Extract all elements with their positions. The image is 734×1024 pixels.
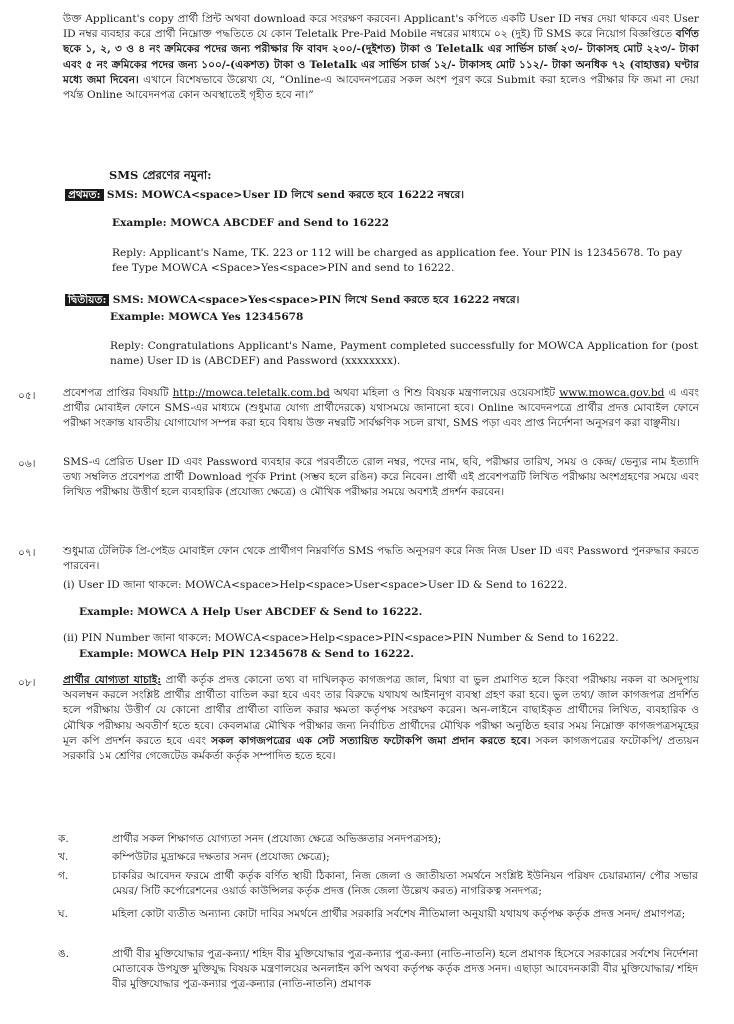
first-step-reply: Reply: Applicant's Name, TK. 223 or 112 will be charged as application fee. Your PIN is 12345678. To pay fee Type MOWCA <Space>Yes<space>PIN and send to 16222.	[112, 247, 683, 275]
fee-statement: বর্ণিত ছকে ১, ২, ৩ ও ৪ নং ক্রমিকের পদের জন্য পরীক্ষার ফি বাবদ ২০০/-(দুইশত) টাকা ও Teletalk এর সার্ভিস চার্জ ২৩/- টাকাসহ মোট ২২৩/- টাকা এবং ৫ নং ক্রমিকের পদের জন্য ১০০/-(একশত) টাকা ও Teletalk এর সার্ভিস চার্জ ১২/- টাকাসহ মোট ১১২/- টাকা অনধিক ৭২ (বাহাত্তর) ঘণ্টার মধ্যে জমা দিবেন।	[63, 28, 699, 86]
list-marker: ঘ.	[58, 908, 68, 920]
intro-note: এখানে বিশেষভাবে উল্লেখ্য যে, “Online-এ আবেদনপত্রের সকল অংশ পূরণ করে Submit করা হলেও পরীক্ষার ফি জমা না দেয়া পর্যন্ত Online আবেদনপত্র কোন অবস্থাতেই গৃহীত হবে না।”	[63, 73, 699, 102]
list-text: প্রার্থী বীর মুক্তিযোদ্ধার পুত্র-কন্যা/ শহিদ বীর মুক্তিযোদ্ধার পুত্র-কন্যার পুত্র-কন্যা (নাতি-নাতনি) হলে প্রমাণক হিসেবে সরকারের সর্বশেষ নির্দেশনা মোতাবেক উপযুক্ত মুক্তিযুদ্ধ বিষয়ক মন্ত্রণালয়ের অনলাইন কপি অথবা কর্তৃপক্ষ কর্তৃক প্রদত্ত সনদ। এছাড়া আবেদনকারী বীর মুক্তিযোদ্ধার/ শহিদ বীর মুক্তিযোদ্ধার পুত্র-কন্যার পুত্র-কন্যার (নাতি-নাতনি) প্রমাণক	[112, 948, 698, 991]
eligibility-heading: প্রার্থীর যোগ্যতা যাচাই:	[63, 674, 162, 686]
list-text: মহিলা কোটা ব্যতীত অন্যান্য কোটা দাবির সমর্থনে প্রার্থীর সরকারি সর্বশেষ নীতিমালা অনুযায়ী যথাযথ কর্তৃপক্ষ কর্তৃক প্রদত্ত সনদ/ প্রমাণপত্র;	[112, 908, 686, 920]
item-07-user-id-example: Example: MOWCA A Help User ABCDEF & Send to 16222.	[79, 606, 423, 618]
item-number-07: ০৭।	[18, 547, 36, 559]
list-marker: ক.	[58, 833, 69, 845]
sms-first-step	[65, 188, 699, 203]
item-number-06: ০৬।	[18, 458, 36, 470]
intro-text: উক্ত Applicant's copy প্রার্থী প্রিন্ট অথবা download করে সংরক্ষণ করবেন। Applicant's কপিতে একটি User ID নম্বর দেয়া থাকবে এবং User ID নম্বর ব্যবহার করে প্রার্থী নিম্নোক্ত পদ্ধতিতে যে কোন Teletalk Pre-Paid Mobile নম্বরের মাধ্যমে ০২ (দুই) টি SMS করে নিয়োগ বিজ্ঞপ্তিতে	[63, 13, 699, 41]
item-06-paragraph: SMS-এ প্রেরিত User ID এবং Password ব্যবহার করে পরবর্তীতে রোল নম্বর, পদের নাম, ছবি, পরীক্ষার তারিখ, সময় ও কেন্দ্র/ ভেন্যুর নাম ইত্যাদি তথ্য সম্বলিত প্রবেশপত্র প্রার্থী Download পূর্বক Print (সম্ভব হলে রঙিন) করে নিবেন। প্রার্থী এই প্রবেশপত্রটি লিখিত পরীক্ষায় অংশগ্রহণের সময়ে এবং লিখিত পরীক্ষায় উত্তীর্ণ হলে ব্যবহারিক (প্রযোজ্য ক্ষেত্রে) ও মৌখিক পরীক্ষার সময়ে অবশ্যই প্রদর্শন করবেন।	[63, 456, 699, 499]
item-05-text-c: এ এবং প্রার্থীর মোবাইল ফোনে SMS-এর মাধ্যমে (শুধুমাত্র যোগ্য প্রার্থীদেরকে) যথাসময়ে জানানো হবে। Online আবেদনপত্রে প্রার্থীর প্রদত্ত মোবাইল ফোনে পরীক্ষা সংক্রান্ত যাবতীয় যোগাযোগ সম্পন্ন করা হবে বিধায় উক্ত নম্বরটি সার্বক্ষণিক সচল রাখা, SMS পড়া এবং প্রাপ্ত নির্দেশনা অনুসরণ করা বাঞ্ছনীয়।	[63, 387, 699, 430]
item-05-text-a: প্রবেশপত্র প্রাপ্তির বিষয়টি	[63, 387, 173, 399]
item-number-05: ০৫।	[18, 390, 36, 402]
list-text: প্রার্থীর সকল শিক্ষাগত যোগ্যতা সনদ (প্রযোজ্য ক্ষেত্রে অভিজ্ঞতার সনদপত্রসহ);	[112, 833, 442, 845]
list-marker: গ.	[58, 870, 69, 882]
second-step-example: Example: MOWCA Yes 12345678	[110, 311, 304, 323]
intro-paragraph	[63, 12, 699, 103]
first-step-sms: SMS: MOWCA<space>User ID লিখে send করতে হবে 16222 নম্বরে।	[106, 189, 465, 201]
list-marker: ঙ.	[58, 948, 70, 960]
teletalk-link[interactable]: http://mowca.teletalk.com.bd	[172, 387, 330, 399]
item-08-text-b: সকল কাগজপত্রের ফটোকপি/ প্রত্যয়ন সরকারি ১ম শ্রেণির গেজেটেড কর্মকর্তা কর্তৃক সম্পাদিত হতে হবে।	[63, 734, 699, 763]
item-07-paragraph: শুধুমাত্র টেলিটক প্রি-পেইড মোবাইল ফোন থেকে প্রার্থীগণ নিম্নবর্ণিত SMS পদ্ধতি অনুসরণ করে নিজ নিজ User ID এবং Password পুনরুদ্ধার করতে পারবেন।	[63, 545, 699, 573]
item-08-paragraph	[63, 673, 699, 764]
list-text: কম্পিউটার মুদ্রাক্ষরে দক্ষতার সনদ (প্রযোজ্য ক্ষেত্রে);	[112, 851, 330, 863]
sms-heading: SMS প্রেরণের নমুনা:	[109, 168, 212, 182]
item-05-paragraph	[63, 386, 699, 432]
first-step-example: Example: MOWCA ABCDEF and Send to 16222	[112, 217, 390, 229]
item-number-08: ০৮।	[18, 677, 36, 689]
first-step-tag: প্রথমত:	[65, 189, 104, 201]
second-step-reply: Reply: Congratulations Applicant's Name, Payment completed successfully for MOWCA Application for (post name) User ID is (ABCDEF) and Password (xxxxxxxx).	[110, 340, 698, 368]
item-07-user-id: (i) User ID জানা থাকলে: MOWCA<space>Help<space>User<space>User ID & Send to 16222.	[63, 579, 568, 591]
second-step-tag: দ্বিতীয়ত:	[65, 294, 109, 306]
list-marker: খ.	[58, 851, 69, 863]
second-step-sms: SMS: MOWCA<space>Yes<space>PIN লিখে Send করতে হবে 16222 নম্বরে।	[112, 294, 520, 306]
item-07-pin: (ii) PIN Number জানা থাকলে: MOWCA<space>Help<space>PIN<space>PIN Number & Send to 16222.	[63, 632, 619, 644]
item-07-pin-example: Example: MOWCA Help PIN 12345678 & Send to 16222.	[79, 648, 414, 660]
mowca-website-link[interactable]: www.mowca.gov.bd	[559, 387, 665, 399]
attested-copy-note: সকল কাগজপত্রের এক সেট সত্যায়িত ফটোকপি জমা প্রদান করতে হবে।	[211, 734, 531, 747]
sms-second-step	[65, 293, 699, 308]
item-05-text-b: অথবা মহিলা ও শিশু বিষয়ক মন্ত্রণালয়ের ওয়েবসাইট	[329, 387, 560, 399]
item-08-text-a: প্রার্থী কর্তৃক প্রদত্ত কোনো তথ্য বা দাখিলকৃত কাগজপত্র জাল, মিথ্যা বা ভুল প্রমাণিত হলে কিংবা পরীক্ষায় নকল বা অসদুপায় অবলম্বন করলে সংশ্লিষ্ট প্রার্থীর প্রার্থীতা বাতিল করা হবে এবং তার বিরুদ্ধে যথাযথ আইনানুগ ব্যবস্থা গ্রহণ করা হবে। ভুল তথ্য/ জাল কাগজপত্র প্রদর্শিত হলে পরীক্ষায় উত্তীর্ণ যে কোনো প্রার্থীর প্রার্থীতা বাতিল করার ক্ষমতা কর্তৃপক্ষ সংরক্ষণ করেন। অন-লাইনে বাছাইকৃত প্রার্থীদের লিখিত, ব্যবহারিক ও মৌখিক পরীক্ষায় অবতীর্ণ হতে হবে। কেবলমাত্র মৌখিক পরীক্ষার জন্য নির্বাচিত প্রার্থীদের মৌখিক পরীক্ষা অনুষ্ঠিত হবার সময় নিম্নোক্ত কাগজপত্রসমূহের মূল কপি প্রদর্শন করতে হবে এবং	[63, 674, 699, 747]
list-text: চাকরির আবেদন ফরমে প্রার্থী কর্তৃক বর্ণিত স্থায়ী ঠিকানা, নিজ জেলা ও জাতীয়তা সমর্থনে সংশ্লিষ্ট ইউনিয়ন পরিষদ চেয়ারম্যান/ পৌর সভার মেয়র/ সিটি কর্পোরেশনের ওয়ার্ড কাউন্সিলর কর্তৃক প্রদত্ত (নিজ জেলা উল্লেখ করত) নাগরিকত্ব সনদপত্র;	[112, 870, 698, 898]
